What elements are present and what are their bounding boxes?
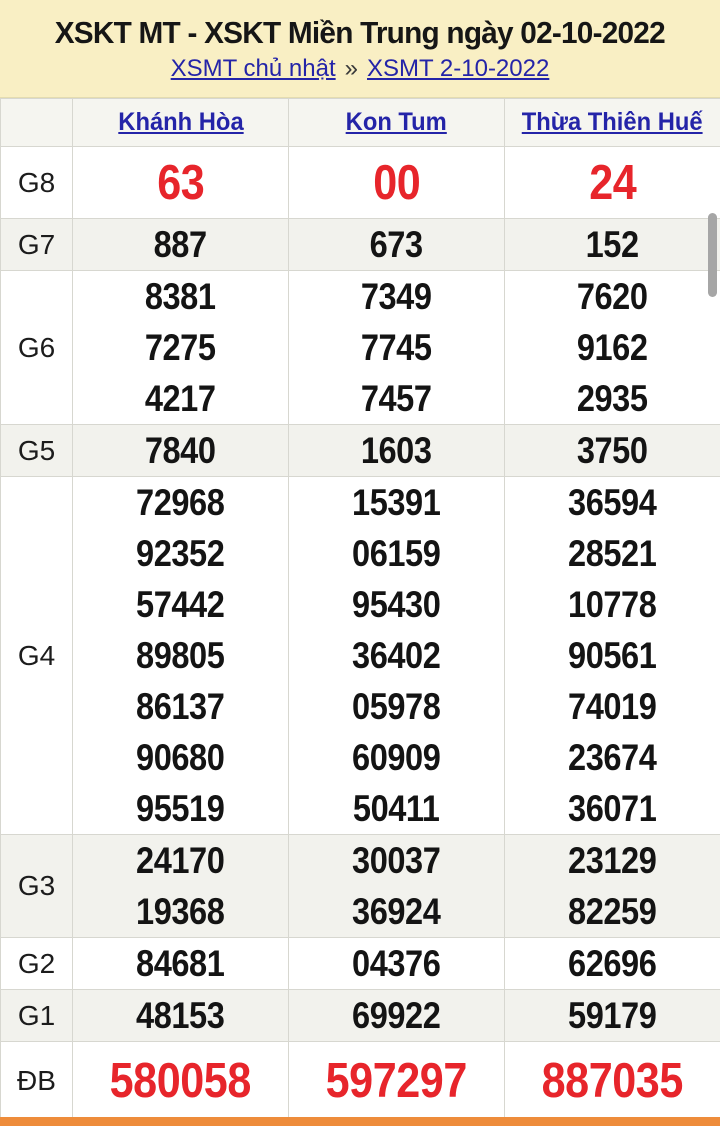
result-number: 95430 — [352, 583, 441, 625]
page-title: XSKT MT - XSKT Miền Trung ngày 02-10-2022 — [54, 14, 666, 50]
result-number: 7745 — [361, 326, 432, 368]
prize-row-g1 — [1, 990, 720, 1042]
prize-label-g1: G1 — [1, 990, 73, 1042]
result-number: 48153 — [136, 994, 225, 1036]
result-number: 15391 — [352, 481, 441, 523]
result-number: 04376 — [352, 942, 441, 984]
prize-label-g8: G8 — [1, 147, 73, 219]
result-cell — [289, 938, 505, 990]
result-number: 3750 — [577, 429, 648, 471]
result-cell — [505, 990, 720, 1042]
result-number: 36594 — [568, 481, 657, 523]
result-cell — [505, 938, 720, 990]
result-number: 95519 — [136, 787, 225, 829]
prize-label-g6: G6 — [1, 271, 73, 425]
result-number: 00 — [372, 155, 421, 210]
result-number: 89805 — [136, 634, 225, 676]
result-cell — [289, 477, 505, 835]
result-cell — [73, 835, 289, 938]
breadcrumb — [171, 55, 550, 83]
prize-label-g2: G2 — [1, 938, 73, 990]
bottom-bar — [0, 1117, 720, 1126]
result-number: 50411 — [353, 787, 440, 829]
prize-label-g7: G7 — [1, 219, 73, 271]
result-number: 90680 — [136, 736, 225, 778]
result-number: 63 — [156, 155, 205, 210]
result-cell — [73, 219, 289, 271]
result-number: 580058 — [109, 1053, 252, 1108]
result-cell — [289, 271, 505, 425]
province-link-kon-tum[interactable]: Kon Tum — [345, 108, 448, 136]
result-number: 23674 — [568, 736, 657, 778]
result-cell — [73, 147, 289, 219]
results-table — [0, 98, 720, 1120]
result-number: 30037 — [352, 839, 441, 881]
result-number: 60909 — [352, 736, 441, 778]
breadcrumb-link-date[interactable]: XSMT 2-10-2022 — [367, 54, 550, 82]
result-number: 05978 — [352, 685, 441, 727]
result-number: 72968 — [136, 481, 225, 523]
result-number: 06159 — [352, 532, 441, 574]
result-number: 7275 — [145, 326, 216, 368]
column-header-kon-tum — [289, 99, 505, 147]
result-number: 82259 — [568, 890, 657, 932]
prize-row-g8 — [1, 147, 720, 219]
prize-row-g7 — [1, 219, 720, 271]
result-number: 23129 — [568, 839, 657, 881]
prize-label-g5: G5 — [1, 425, 73, 477]
result-number: 8381 — [145, 275, 216, 317]
result-cell — [505, 835, 720, 938]
province-link-khanh-hoa[interactable]: Khánh Hòa — [117, 108, 244, 136]
result-cell — [73, 938, 289, 990]
prize-label-g3: G3 — [1, 835, 73, 938]
result-cell — [505, 271, 720, 425]
prize-row-g6 — [1, 271, 720, 425]
column-header-khanh-hoa — [73, 99, 289, 147]
result-number: 673 — [369, 223, 423, 265]
result-cell — [289, 425, 505, 477]
prize-row-g5 — [1, 425, 720, 477]
prize-label-db: ĐB — [1, 1042, 73, 1120]
result-cell — [289, 1042, 505, 1120]
result-number: 36071 — [568, 787, 657, 829]
result-number: 9162 — [577, 326, 648, 368]
prize-label-g4: G4 — [1, 477, 73, 835]
result-number: 74019 — [568, 685, 657, 727]
result-number: 19368 — [136, 890, 225, 932]
result-number: 7620 — [577, 275, 648, 317]
page-header — [0, 0, 720, 98]
result-number: 36924 — [352, 890, 441, 932]
result-cell — [73, 271, 289, 425]
result-cell — [505, 147, 720, 219]
column-header-thua-thien-hue — [505, 99, 720, 147]
result-cell — [289, 219, 505, 271]
result-number: 887 — [153, 223, 207, 265]
result-cell — [289, 147, 505, 219]
result-number: 2935 — [577, 377, 648, 419]
result-number: 62696 — [568, 942, 657, 984]
result-number: 36402 — [352, 634, 441, 676]
result-number: 1603 — [361, 429, 432, 471]
result-cell — [289, 990, 505, 1042]
result-number: 57442 — [136, 583, 225, 625]
result-number: 7457 — [361, 377, 432, 419]
prize-row-g4 — [1, 477, 720, 835]
result-number: 28521 — [568, 532, 657, 574]
result-number: 7349 — [361, 275, 432, 317]
result-cell — [505, 219, 720, 271]
result-cell — [505, 477, 720, 835]
prize-row-g3 — [1, 835, 720, 938]
result-number: 24170 — [136, 839, 225, 881]
result-cell — [505, 425, 720, 477]
result-number: 92352 — [136, 532, 225, 574]
result-number: 90561 — [568, 634, 657, 676]
result-cell — [505, 1042, 720, 1120]
result-number: 69922 — [352, 994, 441, 1036]
corner-cell — [1, 99, 73, 147]
result-cell — [73, 1042, 289, 1120]
result-number: 152 — [585, 223, 639, 265]
prize-row-db — [1, 1042, 720, 1120]
result-number: 84681 — [136, 942, 225, 984]
result-number: 59179 — [568, 994, 657, 1036]
table-header-row — [1, 99, 720, 147]
result-number: 86137 — [136, 685, 225, 727]
breadcrumb-link-weekday[interactable]: XSMT chủ nhật — [170, 54, 336, 82]
scrollbar-thumb[interactable] — [708, 213, 717, 297]
result-cell — [73, 477, 289, 835]
result-number: 10778 — [568, 583, 657, 625]
result-number: 597297 — [325, 1053, 468, 1108]
result-number: 887035 — [541, 1053, 684, 1108]
result-cell — [289, 835, 505, 938]
result-number: 24 — [588, 155, 637, 210]
result-cell — [73, 425, 289, 477]
breadcrumb-separator: » — [344, 54, 358, 82]
result-number: 7840 — [145, 429, 216, 471]
prize-row-g2 — [1, 938, 720, 990]
result-cell — [73, 990, 289, 1042]
result-number: 4217 — [145, 377, 216, 419]
province-link-thua-thien-hue[interactable]: Thừa Thiên Huế — [522, 108, 703, 136]
